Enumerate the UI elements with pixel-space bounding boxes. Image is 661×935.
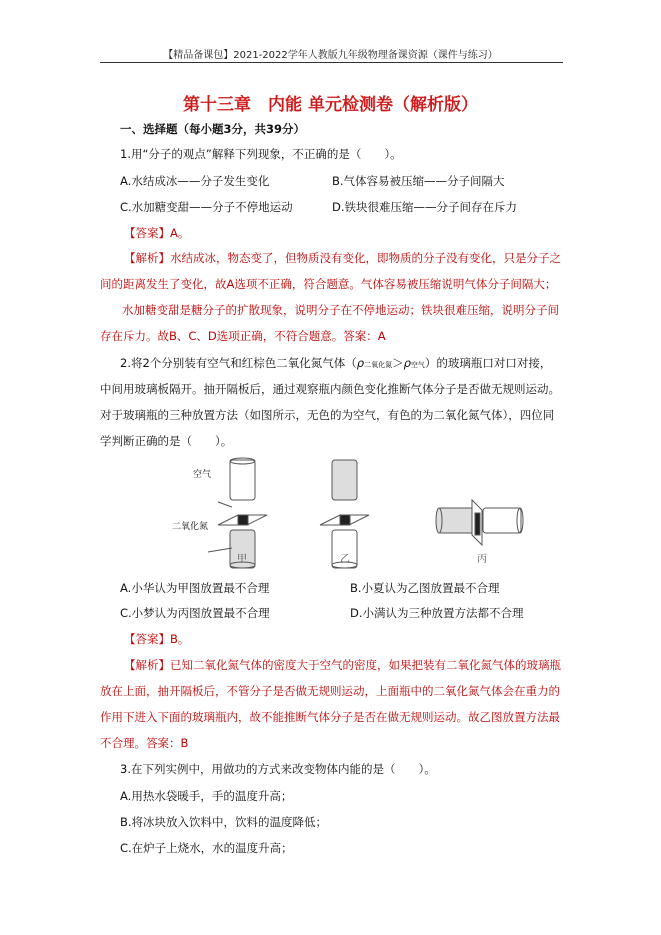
q2-analysis-line: 【解析】已知二氧化氮气体的密度大于空气的密度，如果把装有二氧化氮气体的玻璃瓶 xyxy=(124,658,561,672)
q1-option-d: D.铁块很难压缩——分子间存在斥力 xyxy=(332,200,518,214)
q2-stem-line: 中间用玻璃板隔开。抽开隔板后，通过观察瓶内颜色变化推断气体分子是否做无规则运动。 xyxy=(100,382,560,396)
figure-yi xyxy=(320,460,369,568)
section-heading: 一、选择题（每小题3分，共39分） xyxy=(120,122,306,136)
q3-option-c: C.在炉子上烧水，水的温度升高； xyxy=(120,841,293,855)
q1-analysis-line: 间的距离发生了变化，故A选项不正确，符合题意。气体容易被压缩说明气体分子间隔大； xyxy=(100,277,557,291)
q2-option-a: A.小华认为甲图放置最不合理 xyxy=(120,581,270,595)
q1-stem: 1.用“分子的观点”解释下列现象，不正确的是（ ）。 xyxy=(120,147,402,161)
caption-bing: 丙 xyxy=(477,554,487,565)
caption-jia: 甲 xyxy=(237,554,247,565)
q3-stem: 3.在下列实例中，用做功的方式来改变物体内能的是（ ）。 xyxy=(120,762,436,776)
q1-option-c: C.水加糖变甜——分子不停地运动 xyxy=(120,200,293,214)
q2-option-d: D.小满认为三种放置方法都不合理 xyxy=(350,606,524,620)
q2-option-b: B.小夏认为乙图放置最不合理 xyxy=(350,581,500,595)
q2-answer: 【答案】B。 xyxy=(124,632,190,646)
label-no2: 二氧化氮 xyxy=(172,522,209,532)
q1-analysis-line: 存在斥力。故B、C、D选项正确，不符合题意。答案：A xyxy=(100,329,386,343)
q1-analysis-line: 【解析】水结成冰，物态变了，但物质没有变化，即物质的分子没有变化，只是分子之 xyxy=(124,251,561,265)
q3-option-b: B.将冰块放入饮料中，饮料的温度降低； xyxy=(120,815,328,829)
q2-analysis-line: 不合理。答案：B xyxy=(100,736,189,750)
header-rule xyxy=(100,62,563,63)
figure-bing xyxy=(436,500,523,545)
label-air: 空气 xyxy=(193,470,212,480)
page-header: 【精品备课包】2021-2022学年人教版九年级物理备课资源（课件与练习） xyxy=(163,50,498,61)
q1-option-b: B.气体容易被压缩——分子间隔大 xyxy=(332,174,505,188)
q2-analysis-line: 放在上面，抽开隔板后，不管分子是否做无规则运动，上面瓶中的二氧化氮气体会在重力的 xyxy=(100,684,560,698)
q2-option-c: C.小梦认为丙图放置最不合理 xyxy=(120,606,270,620)
page-title: 第十三章 内能 单元检测卷（解析版） xyxy=(183,95,478,115)
q2-stem-line: 2.将2个分别装有空气和红棕色二氧化氮气体（ρ二氧化氮＞ρ空气）的玻璃瓶口对口对接， xyxy=(120,356,552,370)
figure-jia xyxy=(208,458,267,568)
q3-option-a: A.用热水袋暖手，手的温度升高； xyxy=(120,789,293,803)
q2-stem-line: 学判断正确的是（ ）。 xyxy=(100,434,233,448)
q1-answer: 【答案】A。 xyxy=(124,226,190,240)
q2-stem-line: 对于玻璃瓶的三种放置方法（如图所示，无色的为空气，有色的为二氧化氮气体），四位同 xyxy=(100,408,555,422)
caption-yi: 乙 xyxy=(340,554,350,565)
q1-option-a: A.水结成冰——分子发生变化 xyxy=(120,174,270,188)
q2-analysis-line: 作用下进入下面的玻璃瓶内，故不能推断气体分子是否在做无规则运动。故乙图放置方法最 xyxy=(100,710,560,724)
q1-analysis-line: 水加糖变甜是糖分子的扩散现象，说明分子在不停地运动；铁块很难压缩，说明分子间 xyxy=(122,303,559,317)
